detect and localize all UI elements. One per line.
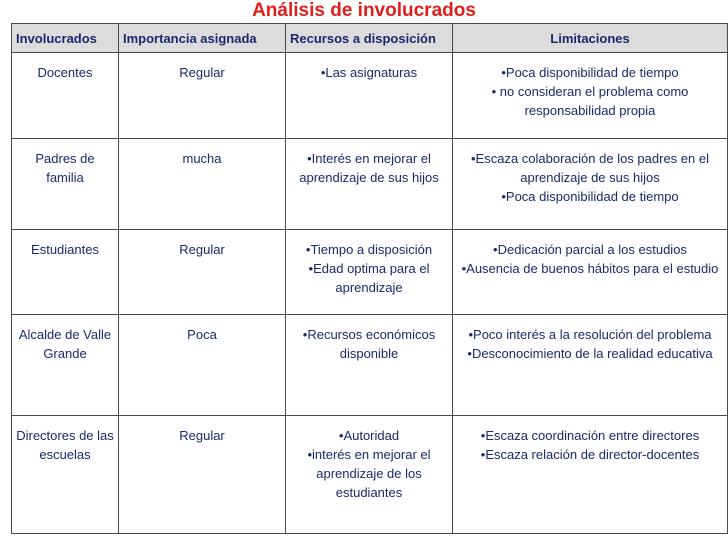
cell-involucrado: Estudiantes: [12, 229, 119, 314]
table-header: [12, 24, 728, 53]
limitacion-item: •Escaza colaboración de los padres en el aprendizaje de sus hijos: [471, 151, 709, 186]
cell-limitaciones: [453, 53, 728, 139]
limitacion-item: •Escaza coordinación entre directores: [480, 428, 700, 444]
cell-recursos: [286, 53, 453, 139]
limitacion-item: •Poca disponibilidad de tiempo: [501, 189, 679, 205]
table-row: [12, 139, 728, 230]
table-row: [12, 416, 728, 534]
limitacion-item: •Ausencia de buenos hábitos para el estudio: [461, 260, 719, 276]
limitacion-item: •Dedicación parcial a los estudios: [493, 241, 687, 257]
limitacion-item: •Escaza relación de director-docentes: [480, 447, 700, 463]
cell-involucrado: Directores de las escuelas: [12, 416, 119, 534]
limitacion-item: •Poca disponibilidad de tiempo: [501, 65, 679, 80]
cell-involucrado: Docentes: [12, 53, 119, 139]
cell-limitaciones: [453, 416, 728, 534]
cell-involucrado: Alcalde de Valle Grande: [12, 315, 119, 416]
page-title: Análisis de involucrados: [252, 0, 476, 21]
cell-recursos: [286, 229, 453, 314]
cell-limitaciones: [453, 139, 728, 230]
header-row: [12, 24, 728, 53]
limitacion-item: •Desconocimiento de la realidad educativa: [467, 346, 713, 362]
recurso-item: •Interés en mejorar el aprendizaje de sus hijos: [299, 151, 439, 186]
recurso-item: •interés en mejorar el aprendizaje de los estudiantes: [307, 447, 431, 501]
table-row: [12, 315, 728, 416]
recurso-item: •Edad optima para el aprendizaje: [308, 260, 430, 295]
table-body: [12, 53, 728, 534]
limitacion-item: • no consideran el problema como responsabilidad propia: [491, 84, 689, 118]
cell-importancia: Poca: [119, 315, 286, 416]
cell-recursos: [286, 315, 453, 416]
recurso-item: •Autoridad: [338, 428, 400, 444]
cell-limitaciones: [453, 229, 728, 314]
recurso-item: •Recursos económicos disponible: [302, 327, 436, 362]
header-involucrados: Involucrados: [12, 24, 119, 53]
cell-importancia: Regular: [119, 53, 286, 139]
stakeholder-table: [11, 23, 728, 534]
header-recursos: Recursos a disposición: [286, 24, 453, 53]
cell-limitaciones: [453, 315, 728, 416]
limitacion-item: •Poco interés a la resolución del problema: [468, 327, 712, 343]
cell-importancia: mucha: [119, 139, 286, 230]
cell-importancia: Regular: [119, 416, 286, 534]
header-importancia: Importancia asignada: [119, 24, 286, 53]
cell-involucrado: Padres de familia: [12, 139, 119, 230]
table-row: [12, 229, 728, 314]
recurso-item: •Las asignaturas: [320, 65, 418, 80]
recurso-item: •Tiempo a disposición: [305, 241, 433, 257]
cell-importancia: Regular: [119, 229, 286, 314]
cell-recursos: [286, 416, 453, 534]
header-limitaciones: Limitaciones: [453, 24, 728, 53]
table-row: [12, 53, 728, 139]
cell-recursos: [286, 139, 453, 230]
